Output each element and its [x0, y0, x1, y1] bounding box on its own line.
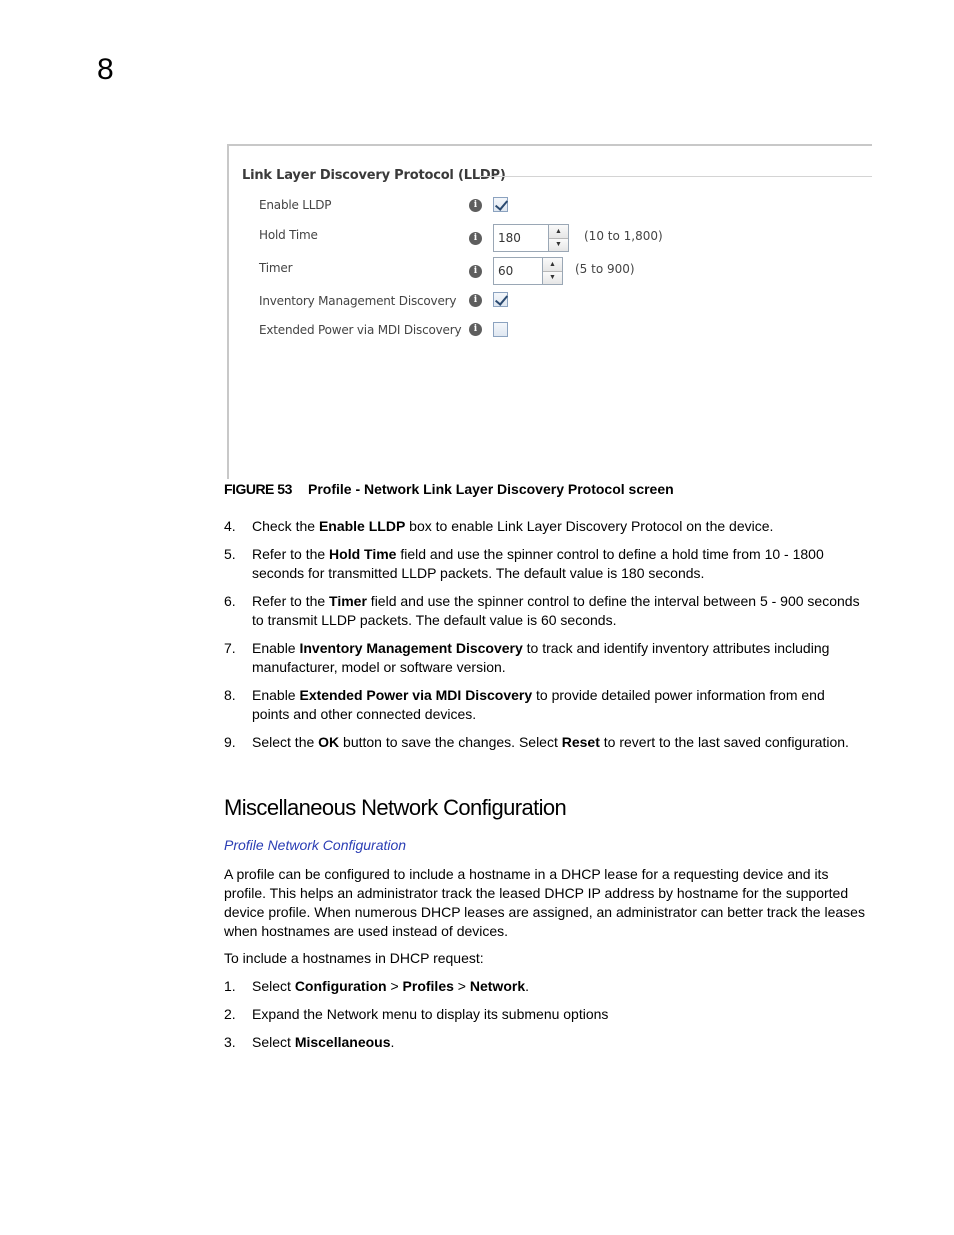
spinner-up-icon[interactable]: ▲ — [549, 225, 568, 238]
figure-label: FIGURE 53 — [224, 481, 292, 497]
hold-time-input[interactable]: 180 — [493, 224, 549, 252]
hold-time-spinner-buttons — [549, 224, 569, 252]
hold-time-spinner[interactable] — [493, 224, 569, 252]
list-item: 8. Enable Extended Power via MDI Discovery to provide detailed power information from end points and other connected devices. — [224, 687, 825, 722]
lldp-section-title: Link Layer Discovery Protocol (LLDP) — [242, 168, 506, 183]
list-item: 3. Select Miscellaneous. — [224, 1034, 395, 1050]
profile-network-config-link[interactable]: Profile Network Configuration — [224, 837, 407, 853]
spinner-up-icon[interactable]: ▲ — [543, 258, 562, 271]
enable-lldp-checkbox[interactable] — [493, 197, 508, 212]
section-divider — [479, 176, 872, 177]
info-icon[interactable]: i — [469, 265, 482, 278]
timer-range-hint: (5 to 900) — [575, 262, 635, 276]
hold-time-label: Hold Time — [259, 228, 318, 242]
info-icon[interactable]: i — [469, 294, 482, 307]
spinner-down-icon[interactable]: ▼ — [543, 271, 562, 285]
chapter-number: 8 — [97, 53, 114, 86]
list-item: 6. Refer to the Timer field and use the spinner control to define the interval between 5 - 900 seconds to transmit LLDP packets. The default value is 60 seconds. — [224, 593, 860, 628]
list-item: 2. Expand the Network menu to display its submenu options — [224, 1006, 609, 1022]
list-item: 5. Refer to the Hold Time field and use the spinner control to define a hold time from 10 - 1800 seconds for transmitted LLDP packets. The default value is 180 seconds. — [224, 546, 824, 581]
timer-spinner[interactable] — [493, 257, 563, 285]
list-item: 1. Select Configuration > Profiles > Network. — [224, 978, 529, 994]
extended-power-checkbox[interactable] — [493, 322, 508, 337]
list-item: 4. Check the Enable LLDP box to enable Link Layer Discovery Protocol on the device. — [224, 518, 774, 534]
info-icon[interactable]: i — [469, 323, 482, 336]
lldp-screenshot — [227, 144, 872, 479]
list-item: 9. Select the OK button to save the changes. Select Reset to revert to the last saved configuration. — [224, 734, 849, 750]
enable-lldp-label: Enable LLDP — [259, 198, 332, 212]
timer-spinner-buttons — [543, 257, 563, 285]
lead-in-text: To include a hostnames in DHCP request: — [224, 950, 484, 966]
timer-label: Timer — [259, 261, 293, 275]
section-heading: Miscellaneous Network Configuration — [224, 795, 567, 820]
hold-time-range-hint: (10 to 1,800) — [584, 229, 663, 243]
info-icon[interactable]: i — [469, 199, 482, 212]
timer-input[interactable]: 60 — [493, 257, 543, 285]
intro-paragraph: A profile can be configured to include a hostname in a DHCP lease for a requesting device and its profile. This helps an administrator track the leased DHCP IP address by hostname for the supported device profile. When numerous DHCP leases are assigned, an administrator can better track the leases when hostnames are used instead of devices. — [224, 866, 865, 939]
figure-caption — [224, 480, 674, 498]
info-icon[interactable]: i — [469, 232, 482, 245]
spinner-down-icon[interactable]: ▼ — [549, 238, 568, 252]
inventory-discovery-checkbox[interactable] — [493, 292, 508, 307]
inventory-discovery-label: Inventory Management Discovery — [259, 294, 457, 308]
figure-caption-text: Profile - Network Link Layer Discovery Protocol screen — [308, 481, 674, 497]
extended-power-label: Extended Power via MDI Discovery — [259, 323, 462, 337]
list-item: 7. Enable Inventory Management Discovery to track and identify inventory attributes including manufacturer, model or software version. — [224, 640, 830, 675]
dhcp-steps-list — [224, 977, 864, 1061]
lldp-steps-list — [224, 517, 864, 761]
